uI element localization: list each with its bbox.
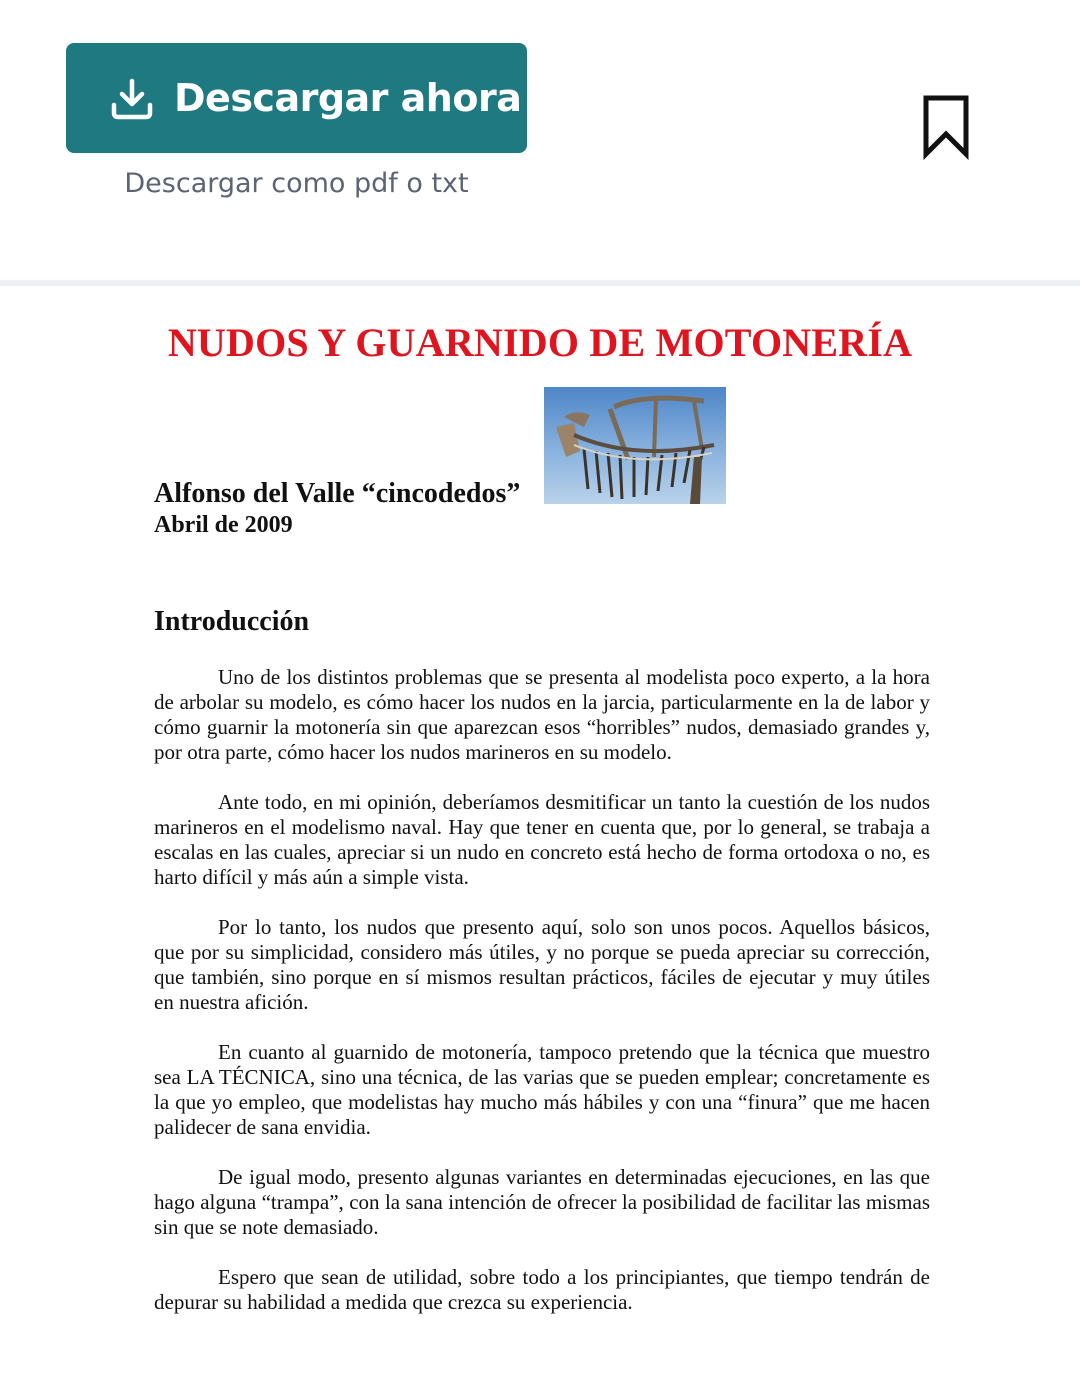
download-now-label: Descargar ahora xyxy=(174,76,522,120)
download-icon xyxy=(108,75,156,123)
document-page xyxy=(0,286,1080,1398)
bookmark-icon[interactable] xyxy=(922,94,972,160)
paragraph: Por lo tanto, los nudos que presento aquí, solo son unos pocos. Aquellos básicos, que por su simplicidad, considero más útiles, y no porque se pueda apreciar su corrección, que también, sino porque en sí mismos resultan prácticos, fáciles de ejecutar y muy útiles en nuestra afición. xyxy=(154,915,930,1014)
paragraph: De igual modo, presento algunas variantes en determinadas ejecuciones, en las que hago alguna “trampa”, con la sana intención de ofrecer la posibilidad de facilitar las mismas sin que se note demasiado. xyxy=(154,1165,930,1239)
download-now-button[interactable] xyxy=(66,43,527,153)
document-date: Abril de 2009 xyxy=(154,512,293,538)
paragraph: Espero que sean de utilidad, sobre todo a los principiantes, que tiempo tendrán de depurar su habilidad a medida que crezca su experiencia. xyxy=(154,1265,930,1314)
document-title: NUDOS Y GUARNIDO DE MOTONERÍA xyxy=(167,320,913,365)
paragraph: En cuanto al guarnido de motonería, tampoco pretendo que la técnica que muestro sea LA TÉCNICA, sino una técnica, de las varias que se pueden emplear; concretamente es la que yo empleo, que modelistas hay mucho más hábiles y con una “finura” que me hacen palidecer de sana envidia. xyxy=(154,1040,930,1139)
intro-body xyxy=(154,665,930,1340)
section-heading: Introducción xyxy=(154,606,310,637)
document-author: Alfonso del Valle “cincodedos” xyxy=(154,478,521,509)
paragraph: Ante todo, en mi opinión, deberíamos desmitificar un tanto la cuestión de los nudos marineros en el modelismo naval. Hay que tener en cuenta que, por lo general, se trabaja a escalas en las cuales, apreciar si un nudo en concreto está hecho de forma ortodoxa o no, es harto difícil y más aún a simple vista. xyxy=(154,790,930,889)
ship-frame-image xyxy=(544,387,726,504)
download-format-hint[interactable]: Descargar como pdf o txt xyxy=(124,168,469,199)
top-action-bar xyxy=(0,0,1080,280)
paragraph: Uno de los distintos problemas que se presenta al modelista poco experto, a la hora de arbolar su modelo, es cómo hacer los nudos en la jarcia, particularmente en la de labor y cómo guarnir la motonería sin que aparezcan esos “horribles” nudos, demasiado grandes y, por otra parte, cómo hacer los nudos marineros en su modelo. xyxy=(154,665,930,764)
